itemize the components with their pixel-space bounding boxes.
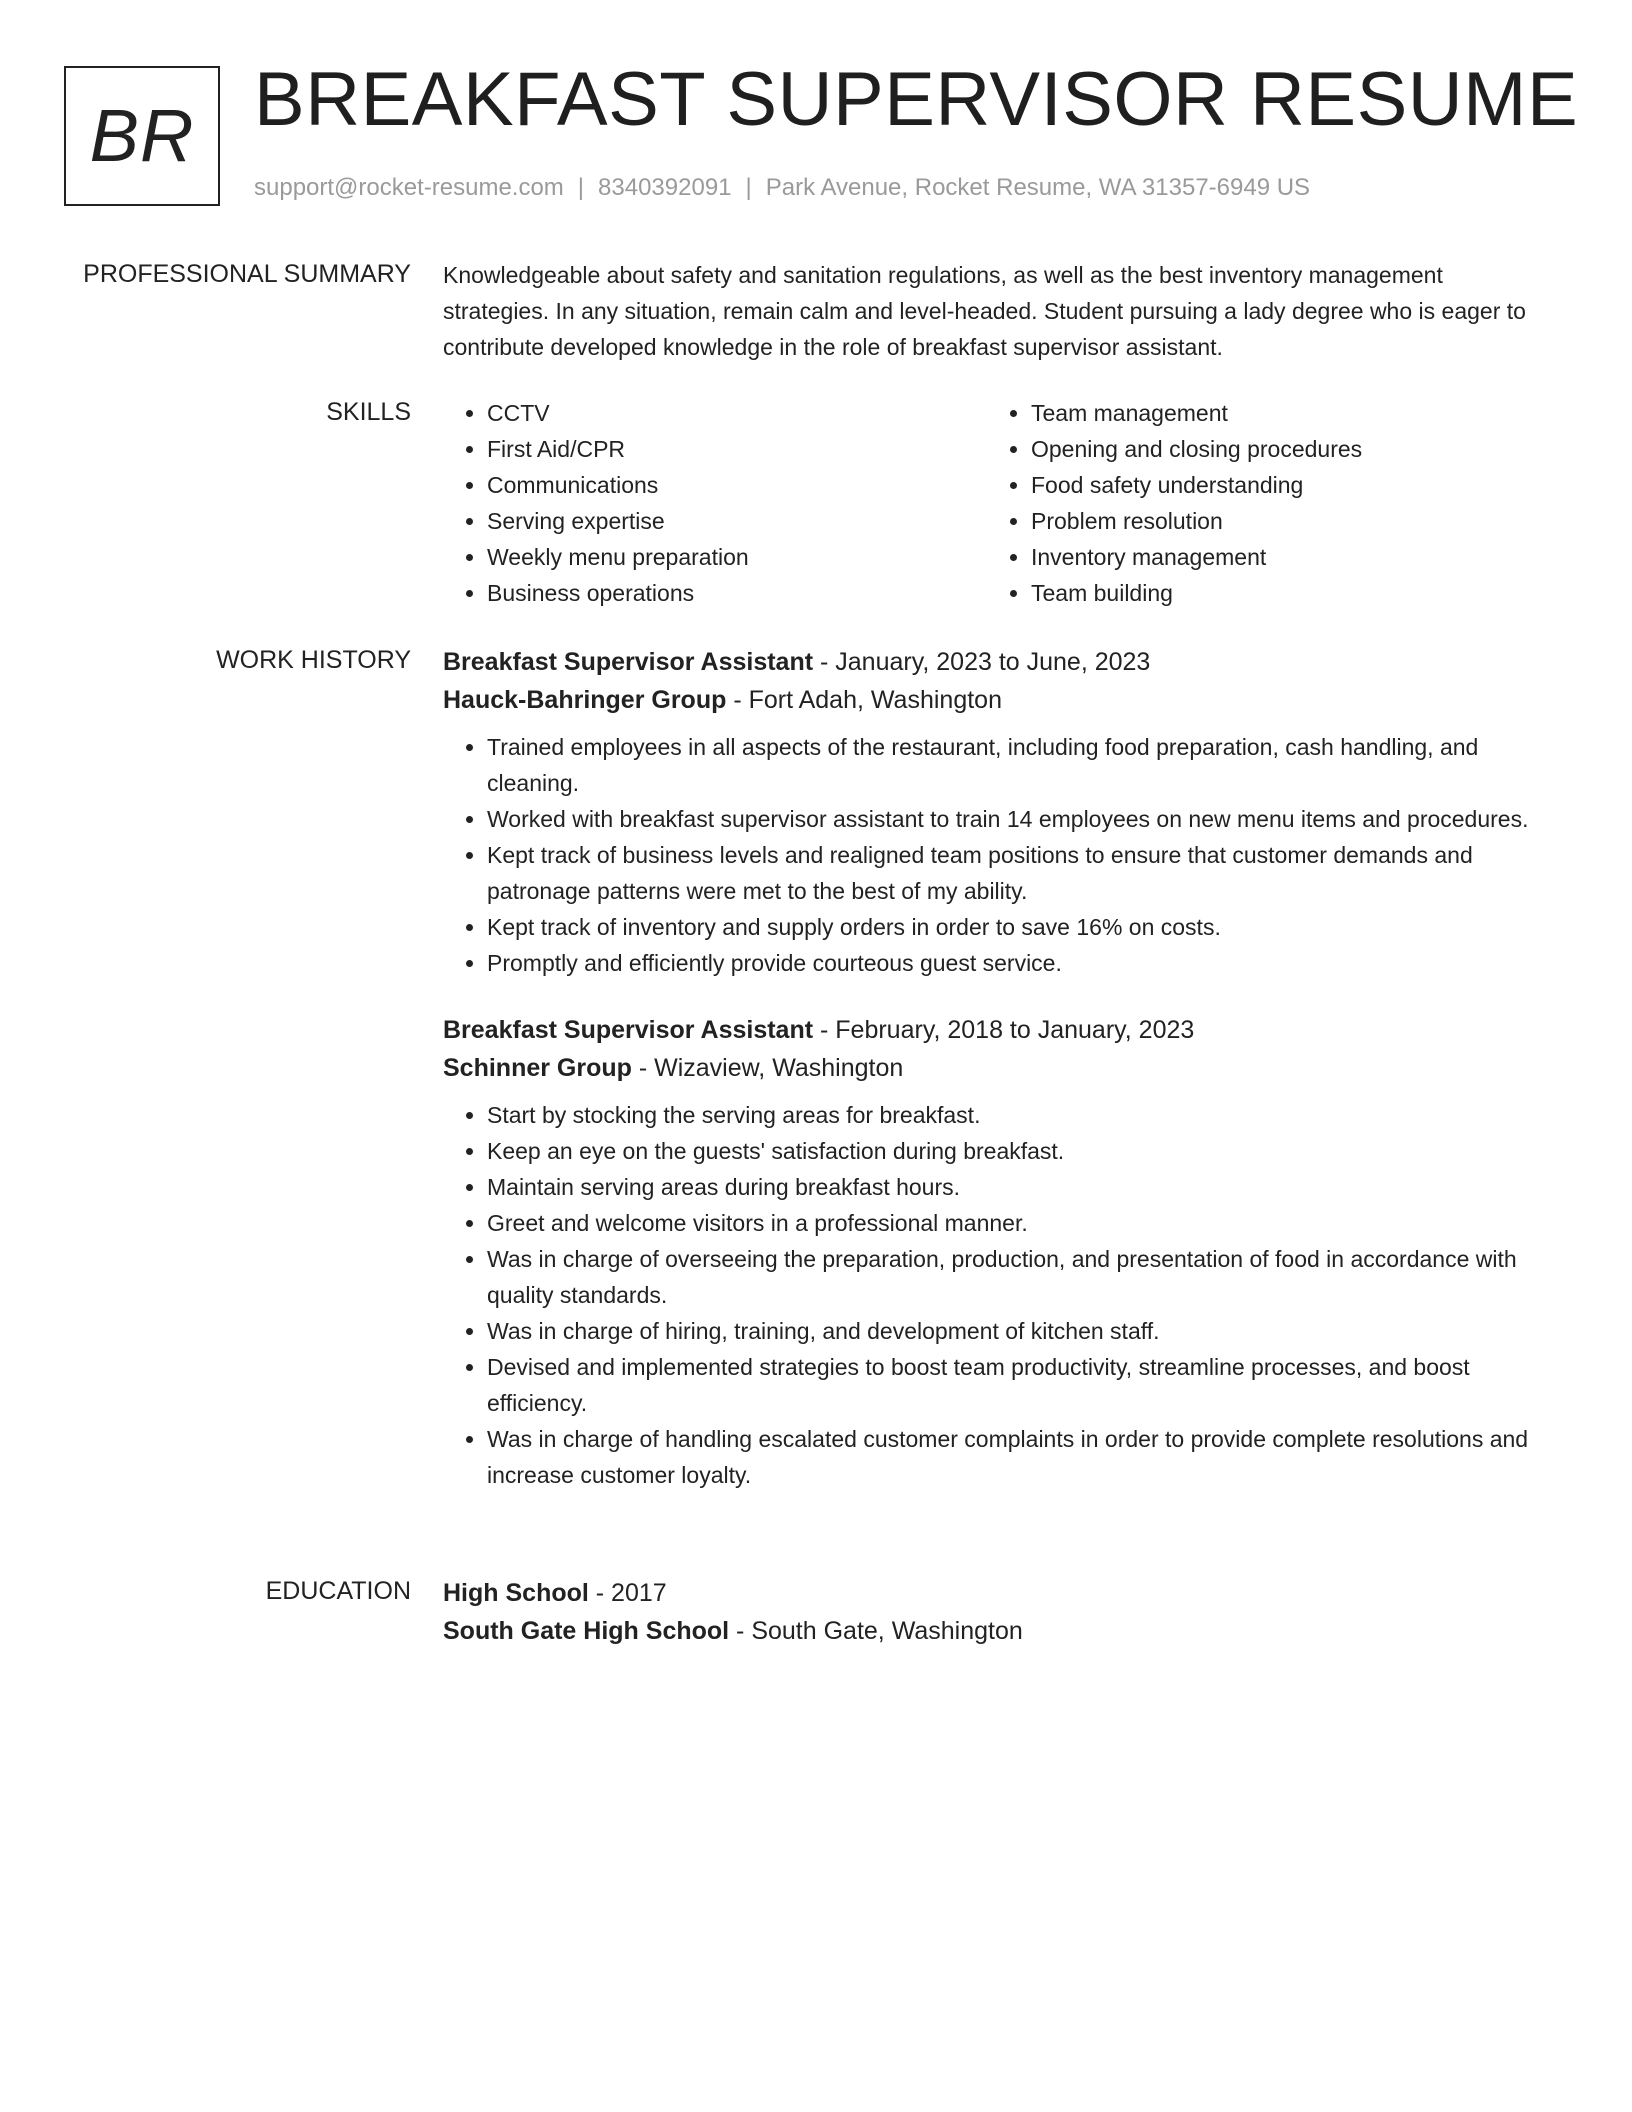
skill-item: • Communications: [487, 467, 987, 503]
job-duty: • Worked with breakfast supervisor assistant to train 14 employees on new menu items and procedures.: [487, 801, 1553, 837]
job-title: Breakfast Supervisor Assistant: [443, 648, 814, 676]
job-duties: [443, 729, 1553, 981]
skill-item: • Serving expertise: [487, 503, 987, 539]
section-label-summary: PROFESSIONAL SUMMARY: [83, 260, 411, 288]
job-company-line: [443, 681, 1553, 719]
skills-list-left: [443, 395, 987, 611]
education-year: - 2017: [588, 1579, 667, 1607]
job-duty: • Devised and implemented strategies to boost team productivity, streamline processes, and boost efficiency.: [487, 1349, 1553, 1421]
job-duty: • Trained employees in all aspects of the restaurant, including food preparation, cash handling, and cleaning.: [487, 729, 1553, 801]
skill-item: • Problem resolution: [1031, 503, 1531, 539]
skill-item: • First Aid/CPR: [487, 431, 987, 467]
job-duty: • Greet and welcome visitors in a professional manner.: [487, 1205, 1553, 1241]
education-degree: High School: [443, 1579, 589, 1607]
job-title: Breakfast Supervisor Assistant: [443, 1016, 814, 1044]
monogram-box: [64, 66, 220, 206]
job-duty: • Was in charge of overseeing the preparation, production, and presentation of food in accordance with quality standards.: [487, 1241, 1553, 1313]
skill-item: • Business operations: [487, 575, 987, 611]
job-duty: • Kept track of inventory and supply orders in order to save 16% on costs.: [487, 909, 1553, 945]
skill-item: • CCTV: [487, 395, 987, 431]
skills-column-left: [443, 395, 987, 611]
education-body: [443, 1574, 1553, 1650]
job-dates: - January, 2023 to June, 2023: [813, 648, 1151, 676]
contact-phone: 8340392091: [598, 174, 732, 201]
job-location: - Wizaview, Washington: [631, 1054, 904, 1082]
contact-line: [254, 174, 1310, 202]
skills-columns: [443, 395, 1553, 611]
job-duty: • Start by stocking the serving areas for breakfast.: [487, 1097, 1553, 1133]
monogram-initials: BR: [89, 94, 195, 177]
education-school-line: [443, 1612, 1553, 1650]
job-company: Schinner Group: [443, 1054, 632, 1082]
summary-text: Knowledgeable about safety and sanitation regulations, as well as the best inventory management strategies. In any situation, remain calm and level-headed. Student pursuing a lady degree who is eager to contribute developed knowledge in the role of breakfast supervisor assistant.: [443, 262, 1526, 360]
contact-separator: |: [577, 174, 585, 201]
job-dates: - February, 2018 to January, 2023: [813, 1016, 1195, 1044]
skill-item: • Team building: [1031, 575, 1531, 611]
skill-item: • Weekly menu preparation: [487, 539, 987, 575]
job-duty: • Was in charge of hiring, training, and development of kitchen staff.: [487, 1313, 1553, 1349]
skills-column-right: [987, 395, 1531, 611]
job-duty: • Keep an eye on the guests' satisfaction during breakfast.: [487, 1133, 1553, 1169]
education-school: South Gate High School: [443, 1617, 730, 1645]
skill-item: • Team management: [1031, 395, 1531, 431]
job-entry: [443, 1011, 1553, 1493]
section-label-education: EDUCATION: [265, 1577, 411, 1605]
job-company: Hauck-Bahringer Group: [443, 686, 727, 714]
contact-email: support@rocket-resume.com: [254, 174, 564, 201]
job-location: - Fort Adah, Washington: [726, 686, 1002, 714]
skill-item: • Food safety understanding: [1031, 467, 1531, 503]
job-duty: • Kept track of business levels and realigned team positions to ensure that customer demands and patronage patterns were met to the best of my ability.: [487, 837, 1553, 909]
resume-title: BREAKFAST SUPERVISOR RESUME: [254, 57, 1579, 142]
job-title-line: [443, 643, 1553, 681]
skills-list-right: [987, 395, 1531, 611]
education-degree-line: [443, 1574, 1553, 1612]
job-duty: • Maintain serving areas during breakfast hours.: [487, 1169, 1553, 1205]
work-history-body: [443, 643, 1553, 1493]
education-location: - South Gate, Washington: [729, 1617, 1023, 1645]
job-duties: [443, 1097, 1553, 1493]
skill-item: • Opening and closing procedures: [1031, 431, 1531, 467]
job-company-line: [443, 1049, 1553, 1087]
section-label-skills: SKILLS: [326, 398, 411, 426]
job-entry: [443, 643, 1553, 981]
skill-item: • Inventory management: [1031, 539, 1531, 575]
section-label-work: WORK HISTORY: [216, 646, 411, 674]
job-duty: • Promptly and efficiently provide courteous guest service.: [487, 945, 1553, 981]
job-title-line: [443, 1011, 1553, 1049]
contact-separator: |: [745, 174, 752, 201]
contact-address: Park Avenue, Rocket Resume, WA 31357-6949 US: [765, 174, 1311, 201]
job-duty: • Was in charge of handling escalated customer complaints in order to provide complete resolutions and increase customer loyalty.: [487, 1421, 1553, 1493]
